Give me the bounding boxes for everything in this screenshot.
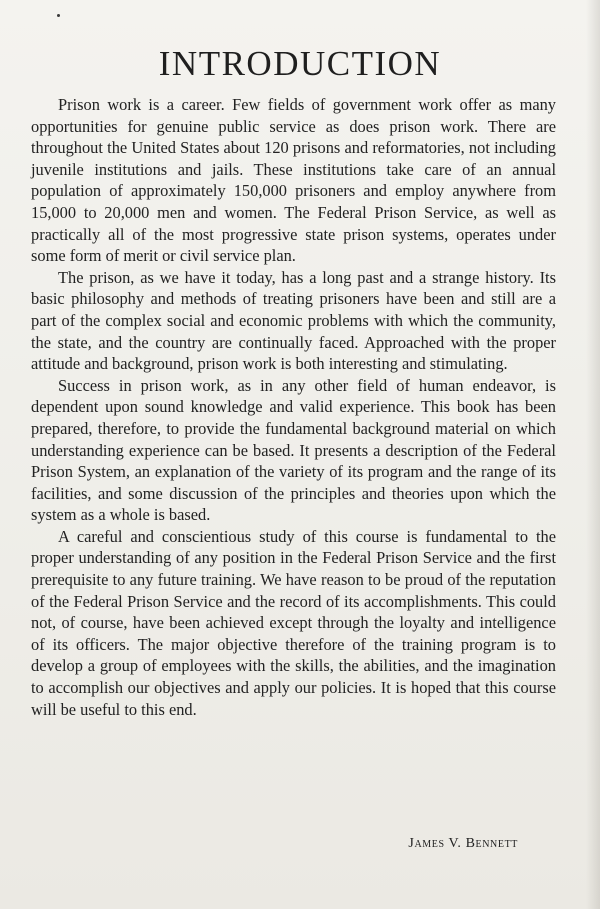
paragraph: Success in prison work, as in any other field of human endeavor, is dependent upon sound knowledge and valid experience. This book has been prepared, therefore, to provide the fundamental background material on which understanding experience can be based. It presents a description of the Federal Prison System, an explanation of the variety of its program and the range of its facilities, and some discussion of the principles and theories upon which the system as a whole is based. bbox=[31, 375, 556, 525]
author-signature: James V. Bennett bbox=[408, 836, 518, 851]
paragraph: The prison, as we have it today, has a long past and a strange history. Its basic philosophy and methods of treating prisoners have been and still are a part of the complex social and economic problems with which the community, the state, and the country are continually faced. Approached with the proper attitude and background, prison work is both interesting and stimulating. bbox=[31, 267, 556, 374]
paragraph: Prison work is a career. Few fields of government work offer as many opportunities for genuine public service as does prison work. There are throughout the United States about 120 prisons and reformatories, not including juvenile institutions and jails. These institutions take care of an annual population of approximately 150,000 prisoners and employ anywhere from 15,000 to 20,000 men and women. The Federal Prison Service, as well as practically all of the most progressive state prison systems, operates under some form of merit or civil service plan. bbox=[31, 95, 556, 266]
page-title: INTRODUCTION bbox=[158, 44, 442, 83]
introduction-body bbox=[31, 94, 556, 720]
ink-speck bbox=[57, 14, 60, 17]
paragraph: A careful and conscientious study of this course is fundamental to the proper understanding of any position in the Federal Prison Service and the first prerequisite to any future training. We have reason to be proud of the reputation of the Federal Prison Service and the record of its accomplishments. This could not, of course, have been achieved except through the loyalty and intelligence of its officers. The major objective therefore of the training program is to develop a group of employees with the skills, the abilities, and the imagination to accomplish our objectives and apply our policies. It is hoped that this course will be useful to this end. bbox=[31, 526, 556, 719]
